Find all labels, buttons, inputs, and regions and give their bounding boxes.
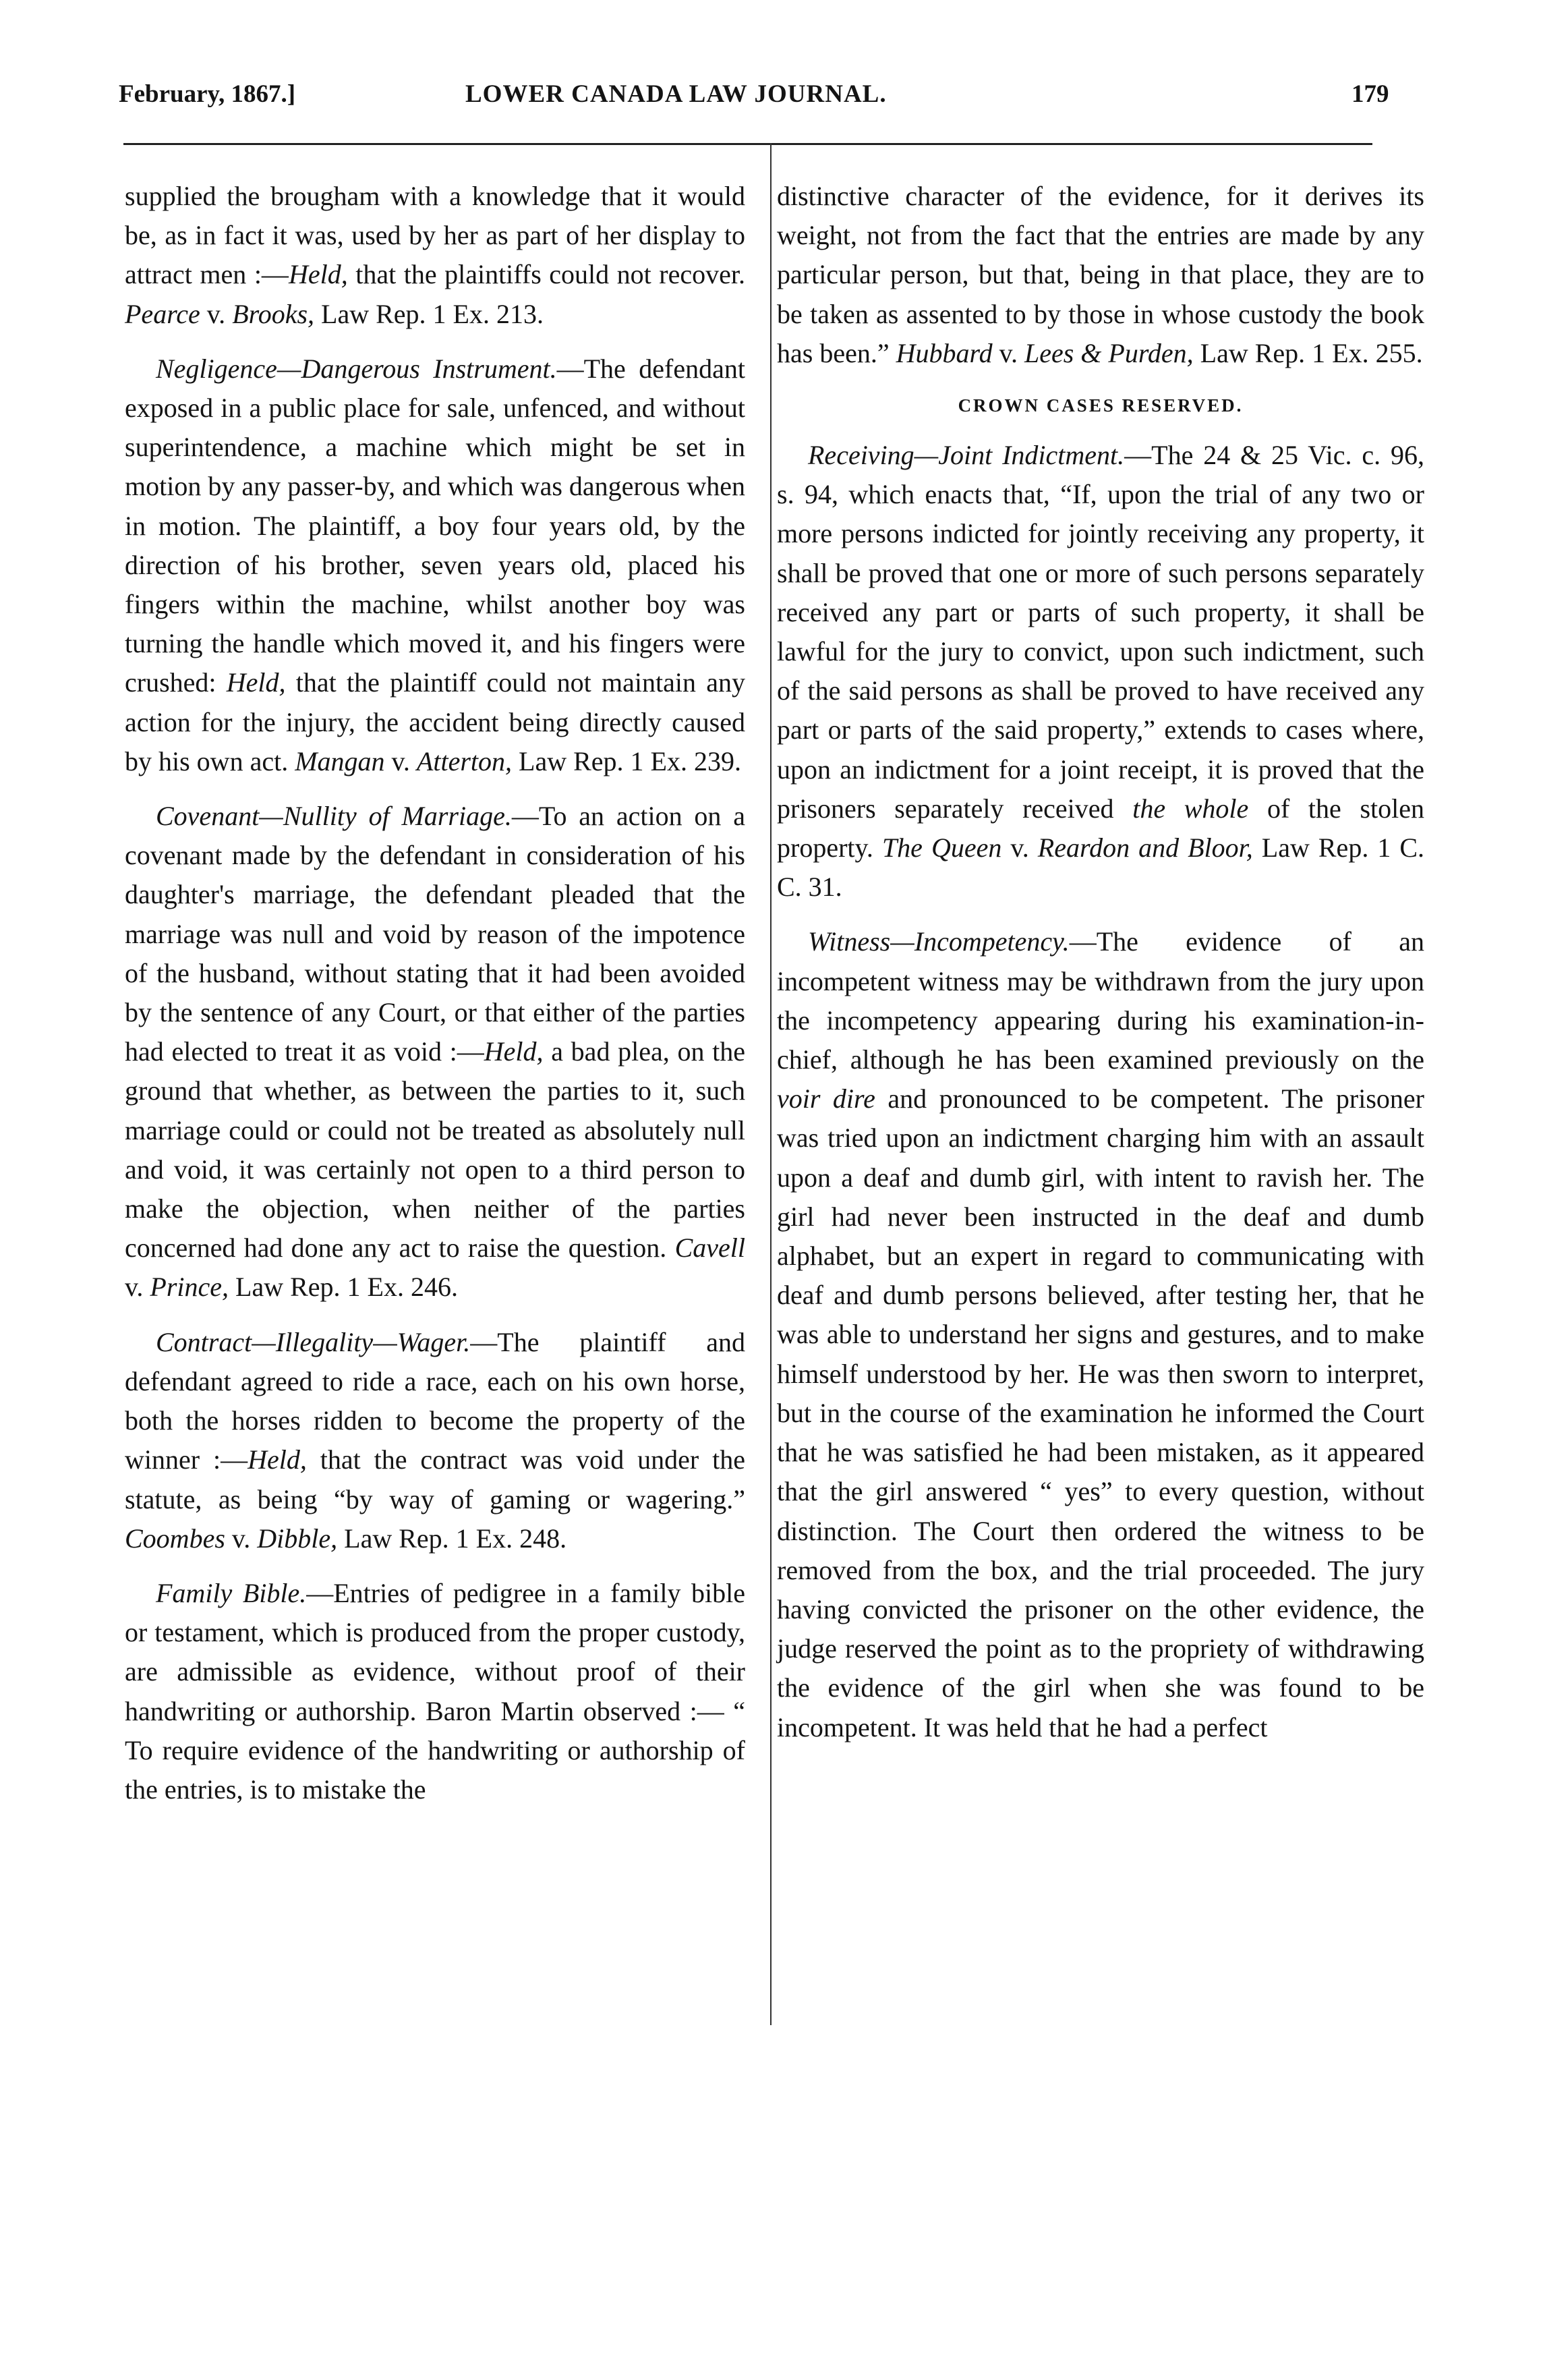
paragraph-covenant: Covenant—Nullity of Marriage.—To an action on a covenant made by the defendant in consideration of his daughter's marriage, the defendant pleaded that the marriage was null and void by reason of the impotence of the husband, without stating that it had been avoided by the sentence of any Court, or that either of the parties had elected to treat it as void :—Held, a bad plea, on the ground that whether, as between the parties to it, such marriage could or could not be treated as absolutely null and void, it was certainly not open to a third person to make the objection, when neither of the parties concerned had done any act to raise the question. Cavell v. Prince, Law Rep. 1 Ex. 246. bbox=[125, 801, 745, 1303]
section-heading: CROWN CASES RESERVED. bbox=[958, 395, 1244, 416]
paragraph-continued: supplied the brougham with a knowledge that it would be, as in fact it was, used by her as part of her display to attract men :—Held, that the plaintiffs could not recover. Pearce v. Brooks, Law Rep. 1 Ex. 213. bbox=[125, 181, 745, 329]
left-column bbox=[125, 177, 745, 1825]
paragraph-negligence: Negligence—Dangerous Instrument.—The defendant exposed in a public place for sale, unfenced, and without superintendence, a machine which might be set in motion by any passer-by, and which was dangerous when in motion. The plaintiff, a boy four years old, by the direction of his brother, seven years old, placed his fingers within the machine, whilst another boy was turning the handle which moved it, and his fingers were crushed: Held, that the plaintiff could not maintain any action for the injury, the accident being directly caused by his own act. Mangan v. Atterton, Law Rep. 1 Ex. 239. bbox=[125, 353, 745, 776]
page-header bbox=[0, 80, 1541, 120]
page-number: 179 bbox=[1351, 80, 1389, 108]
paragraph-family-bible: Family Bible.—Entries of pedigree in a family bible or testament, which is produced from the proper custody, are admissible as evidence, without proof of their handwriting or authorship. Baron Martin observed :— “ To require evidence of the handwriting or authorship of the entries, is to mistake the bbox=[125, 1577, 746, 1805]
paragraph-receiving: Receiving—Joint Indictment.—The 24 & 25 Vic. c. 96, s. 94, which enacts that, “If, upon the trial of any two or more persons indicted for jointly receiving any property, it shall be proved that one or more of such persons separately received any part or parts of such property, it shall be lawful for the jury to convict, upon such indictment, such of the said persons as shall be proved to have received any part or parts of the said property,” extends to cases where, upon an indictment for a joint receipt, it is proved that the prisoners separately received the whole of the stolen property. The Queen v. Reardon and Bloor, Law Rep. 1 C. C. 31. bbox=[777, 440, 1425, 903]
paragraph-contract: Contract—Illegality—Wager.—The plaintiff and defendant agreed to ride a race, each on his own horse, both the horses ridden to become the property of the winner :—Held, that the contract was void under the statute, as being “by way of gaming or wagering.” Coombes v. Dibble, Law Rep. 1 Ex. 248. bbox=[125, 1326, 745, 1554]
paragraph-witness: Witness—Incompetency.—The evidence of an incompetent witness may be withdrawn from the jury upon the incompetency appearing during his examination-in-chief, although he has been examined previously on the voir dire and pronounced to be competent. The prisoner was tried upon an indictment charging him with an assault upon a deaf and dumb girl, with intent to ravish her. The girl had never been instructed in the deaf and dumb alphabet, but an expert in regard to communicating with deaf and dumb persons believed, after testing her, that he was able to understand her signs and gestures, and to make himself understood by her. He was then sworn to interpret, but in the course of the examination he informed the Court that he was satisfied he had been mistaken, as it appeared that the girl answered “ yes” to every question, without distinction. The Court then ordered the witness to be removed from the box, and the trial proceeded. The jury having convicted the prisoner on the other evidence, the judge reserved the point as to the propriety of withdrawing the evidence of the girl when she was found to be incompetent. It was held that he had a perfect bbox=[777, 926, 1424, 1743]
journal-title: LOWER CANADA LAW JOURNAL. bbox=[465, 80, 887, 108]
column-divider bbox=[770, 143, 772, 2025]
case-heading: Contract—Illegality—Wager. bbox=[156, 1326, 471, 1357]
paragraph-continued-right: distinctive character of the evidence, for it derives its weight, not from the fact that the entries are made by any particular person, but that, being in that place, they are to be taken as assented to by those in whose custody the book has been.” Hubbard v. Lees & Purden, Law Rep. 1 Ex. 255. bbox=[777, 181, 1424, 368]
case-heading: Family Bible. bbox=[156, 1577, 307, 1608]
right-column bbox=[777, 177, 1424, 1763]
header-date: February, 1867.] bbox=[119, 80, 296, 108]
case-heading: Receiving—Joint Indictment. bbox=[808, 440, 1125, 471]
case-heading: Negligence—Dangerous Instrument. bbox=[156, 353, 557, 384]
header-rule bbox=[123, 143, 1372, 145]
case-heading: Covenant—Nullity of Marriage. bbox=[156, 801, 512, 832]
case-heading: Witness—Incompetency. bbox=[808, 926, 1070, 957]
